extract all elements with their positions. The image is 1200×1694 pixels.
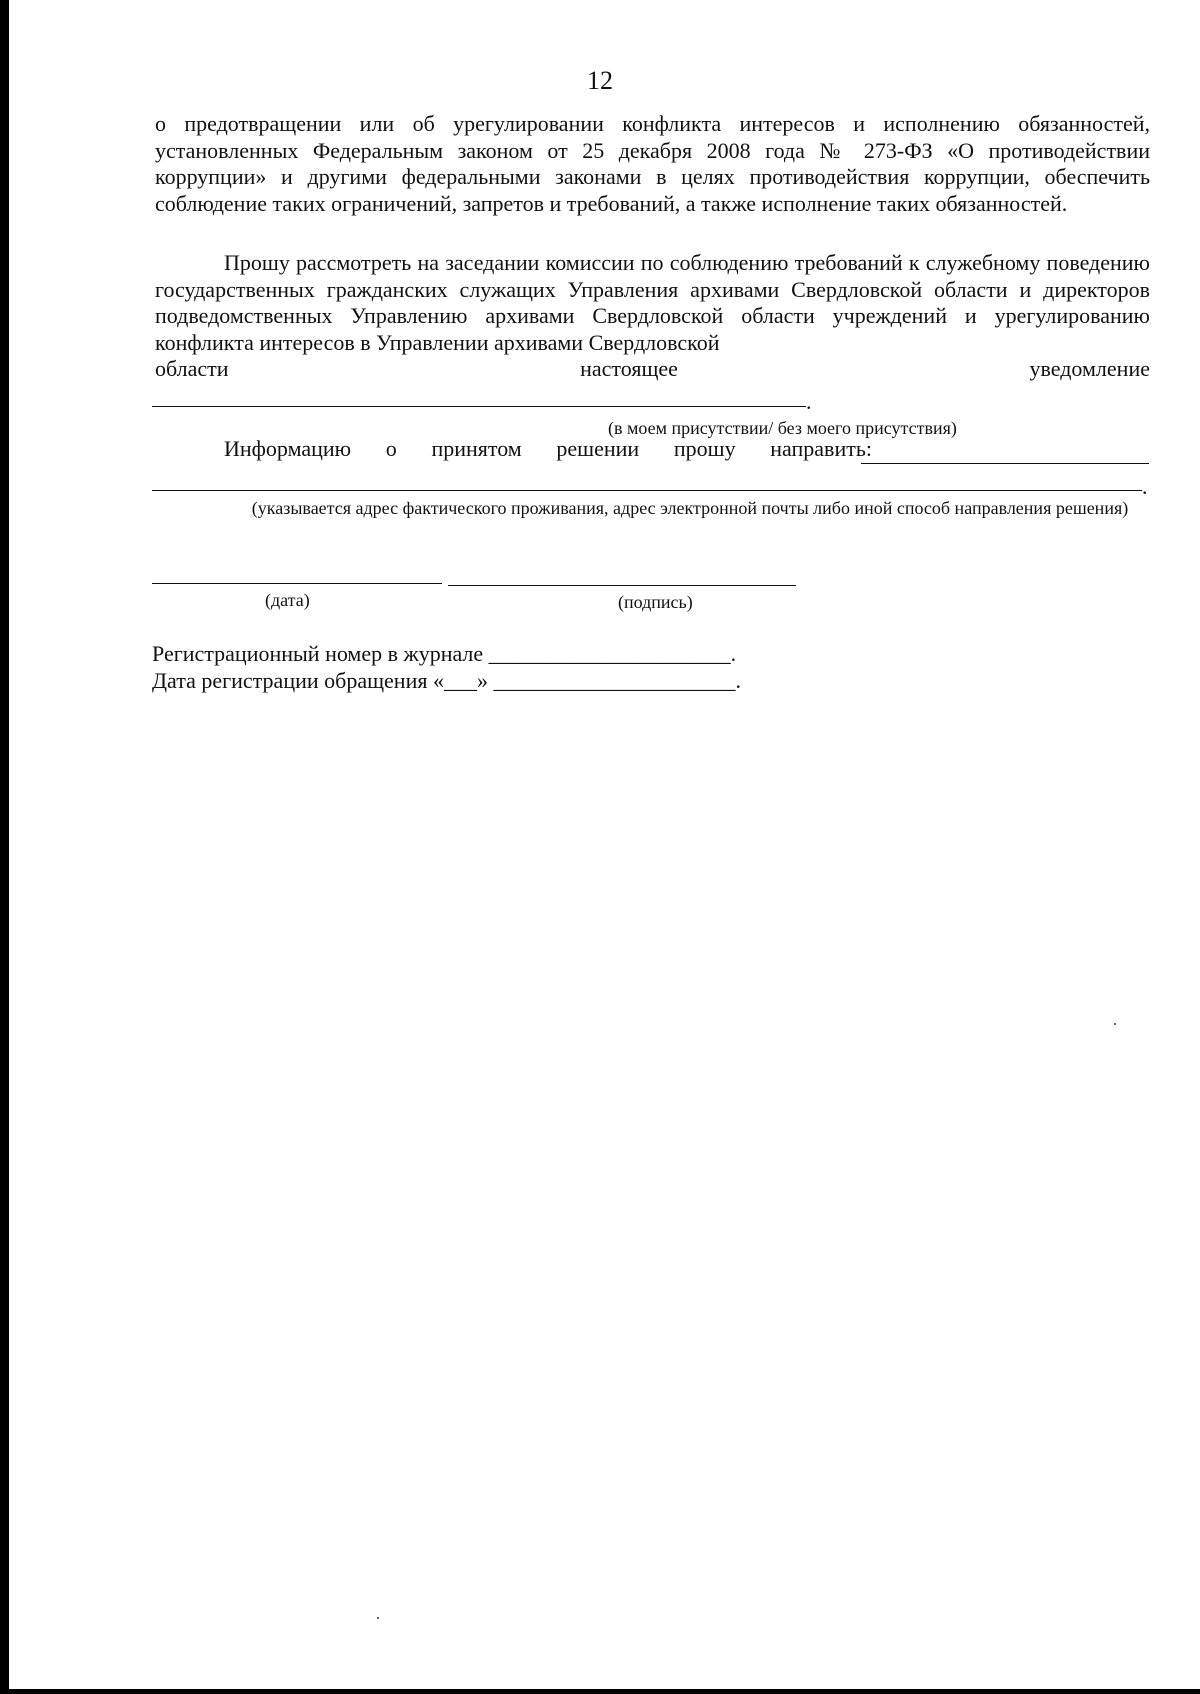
address-blank-line [152, 490, 1142, 491]
scan-speck [377, 1617, 379, 1619]
word-uvedomlenie: уведомление [1029, 356, 1150, 381]
paragraph-request [155, 250, 1150, 383]
scan-speck [1114, 1023, 1116, 1025]
info-word-5: прошу [673, 436, 736, 461]
word-oblasti: области [155, 356, 229, 381]
signature-caption: (подпись) [618, 592, 693, 612]
info-word-3: принятом [431, 436, 522, 461]
info-word-2: о [385, 436, 397, 461]
presence-caption: (в моем присутствии/ без моего присутствия) [608, 418, 957, 438]
info-word-1: Информацию [224, 436, 352, 461]
info-word-6: направить: [770, 436, 872, 461]
info-address-blank-short [861, 463, 1149, 464]
date-caption: (дата) [265, 590, 310, 610]
word-nastoyashchee: настоящее [580, 356, 678, 381]
address-line-end: . [1142, 474, 1148, 499]
paragraph-request-text: Прошу рассмотреть на заседании комиссии по соблюдению требований к служебному поведению государственных гражданских служащих Управления архивами Свердловской области и директоров подведомственных Управлению архивами Свердловской области учреждений и урегулированию конфликта интересов в Управлении архивами Свердловской [155, 250, 1150, 355]
presence-line-end: . [806, 389, 812, 414]
info-word-4: решении [556, 436, 640, 461]
paragraph-obligations: о предотвращении или об урегулировании конфликта интересов и исполнению обязанностей, установленных Федеральным законом от 25 декабря 2008 года № 273-ФЗ «О противодействии коррупции» и другими федеральными законами в целях противодействия коррупции, обеспечить соблюдение таких ограничений, запретов и требований, а также исполнение таких обязанностей. [155, 111, 1150, 216]
address-caption: (указывается адрес фактического проживания, адрес электронной почты либо иной способ направления решения) [251, 498, 1129, 518]
date-blank-line [152, 583, 442, 584]
info-request-line [224, 436, 872, 462]
paragraph-request-last-line [155, 356, 1150, 383]
scan-border-bottom [0, 1689, 1200, 1694]
page-number: 12 [587, 66, 613, 95]
signature-blank-line [448, 585, 796, 586]
scan-border-left [0, 0, 9, 1694]
registration-date-field: Дата регистрации обращения «___» ______________________. [152, 668, 741, 693]
registration-number-field: Регистрационный номер в журнале ______________________. [152, 641, 737, 666]
presence-blank-line [152, 406, 806, 407]
